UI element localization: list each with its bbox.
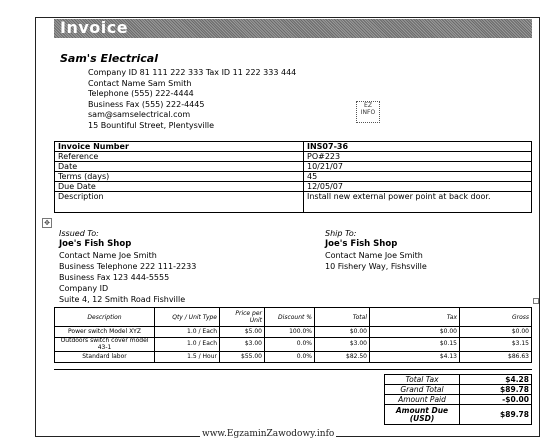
invoice-title: Invoice [60, 18, 129, 37]
info-key: Invoice Number [55, 142, 304, 152]
column-header: Qty / Unit Type [155, 308, 220, 327]
table-row [55, 142, 532, 152]
total-value: $89.78 [460, 405, 532, 425]
table-row [385, 405, 532, 425]
total-value: -$0.00 [460, 395, 532, 405]
company-name: Sam's Electrical [60, 52, 158, 65]
issued-to-fax: Business Fax 123 444-5555 [59, 273, 170, 282]
issued-to-name: Joe's Fish Shop [59, 239, 132, 249]
table-row [55, 352, 532, 363]
table-header-row [55, 308, 532, 327]
line-items-table [54, 307, 532, 363]
item-price: $55.00 [220, 352, 265, 363]
company-ids: Company ID 81 111 222 333 Tax ID 11 222 333 444 [88, 68, 297, 77]
info-value: PO#223 [304, 152, 532, 162]
resize-handle-icon[interactable] [533, 298, 539, 304]
ship-to-block [325, 228, 427, 272]
table-row [55, 338, 532, 352]
company-address: 15 Bountiful Street, Plentysville [88, 120, 215, 130]
column-header: Total [315, 308, 370, 327]
total-label: Amount Due (USD) [385, 405, 460, 425]
item-gross: $3.15 [460, 338, 532, 352]
item-discount: 0.0% [265, 352, 315, 363]
item-gross: $0.00 [460, 327, 532, 338]
item-qty: 1.0 / Each [155, 338, 220, 352]
table-row [55, 327, 532, 338]
info-value: 12/05/07 [304, 182, 532, 192]
company-fax: Business Fax (555) 222-4445 [88, 99, 205, 109]
item-total: $0.00 [315, 327, 370, 338]
info-value: 45 [304, 172, 532, 182]
column-header: Discount % [265, 308, 315, 327]
totals-table [384, 374, 532, 425]
company-phone: Telephone (555) 222-4444 [88, 89, 194, 98]
invoice-info-table [54, 141, 532, 213]
item-total: $82.50 [315, 352, 370, 363]
item-discount: 100.0% [265, 327, 315, 338]
info-value: INS07-36 [304, 142, 532, 152]
info-key: Description [55, 192, 304, 213]
table-row [55, 172, 532, 182]
table-row [55, 192, 532, 213]
ship-to-address: 10 Fishery Way, Fishsville [325, 262, 427, 271]
item-tax: $0.00 [370, 327, 460, 338]
company-email: sam@samselectrical.com [88, 110, 191, 119]
info-key: Terms (days) [55, 172, 304, 182]
issued-to-phone: Business Telephone 222 111-2233 [59, 262, 197, 271]
company-contact: Contact Name Sam Smith [88, 78, 192, 88]
item-description: Outdoors switch cover model 43-1 [55, 338, 155, 352]
ship-to-label: Ship To: [325, 229, 357, 238]
info-key: Due Date [55, 182, 304, 192]
item-price: $5.00 [220, 327, 265, 338]
total-value: $4.28 [460, 375, 532, 385]
item-discount: 0.0% [265, 338, 315, 352]
table-row [385, 375, 532, 385]
table-row [385, 395, 532, 405]
ship-to-name: Joe's Fish Shop [325, 239, 398, 249]
column-header: Price per Unit [220, 308, 265, 327]
issued-to-label: Issued To: [59, 229, 99, 238]
item-qty: 1.0 / Each [155, 327, 220, 338]
total-label: Grand Total [385, 385, 460, 395]
table-row [55, 152, 532, 162]
qr-code-icon: EZ INFO [356, 101, 380, 123]
issued-to-company-id: Company ID [59, 284, 109, 293]
column-header: Gross [460, 308, 532, 327]
total-label: Amount Paid [385, 395, 460, 405]
ship-to-contact: Contact Name Joe Smith [325, 251, 423, 260]
footer-watermark: www.EgzaminZawodowy.info [202, 429, 335, 439]
item-price: $3.00 [220, 338, 265, 352]
table-row [55, 162, 532, 172]
table-row [385, 385, 532, 395]
move-handle-icon[interactable]: ✥ [42, 218, 52, 228]
item-total: $3.00 [315, 338, 370, 352]
item-qty: 1.5 / Hour [155, 352, 220, 363]
issued-to-contact: Contact Name Joe Smith [59, 251, 157, 260]
info-key: Reference [55, 152, 304, 162]
issued-to-address: Suite 4, 12 Smith Road Fishville [59, 295, 186, 304]
divider [54, 369, 532, 370]
info-key: Date [55, 162, 304, 172]
item-tax: $4.13 [370, 352, 460, 363]
invoice-banner [54, 19, 532, 38]
item-description: Standard labor [55, 352, 155, 363]
column-header: Description [55, 308, 155, 327]
item-gross: $86.63 [460, 352, 532, 363]
total-label: Total Tax [385, 375, 460, 385]
item-description: Power switch Model XYZ [55, 327, 155, 338]
item-tax: $0.15 [370, 338, 460, 352]
total-value: $89.78 [460, 385, 532, 395]
info-value: 10/21/07 [304, 162, 532, 172]
company-details [88, 68, 296, 131]
column-header: Tax [370, 308, 460, 327]
issued-to-block [59, 228, 196, 305]
info-value: Install new external power point at back door. [304, 192, 532, 213]
table-row [55, 182, 532, 192]
